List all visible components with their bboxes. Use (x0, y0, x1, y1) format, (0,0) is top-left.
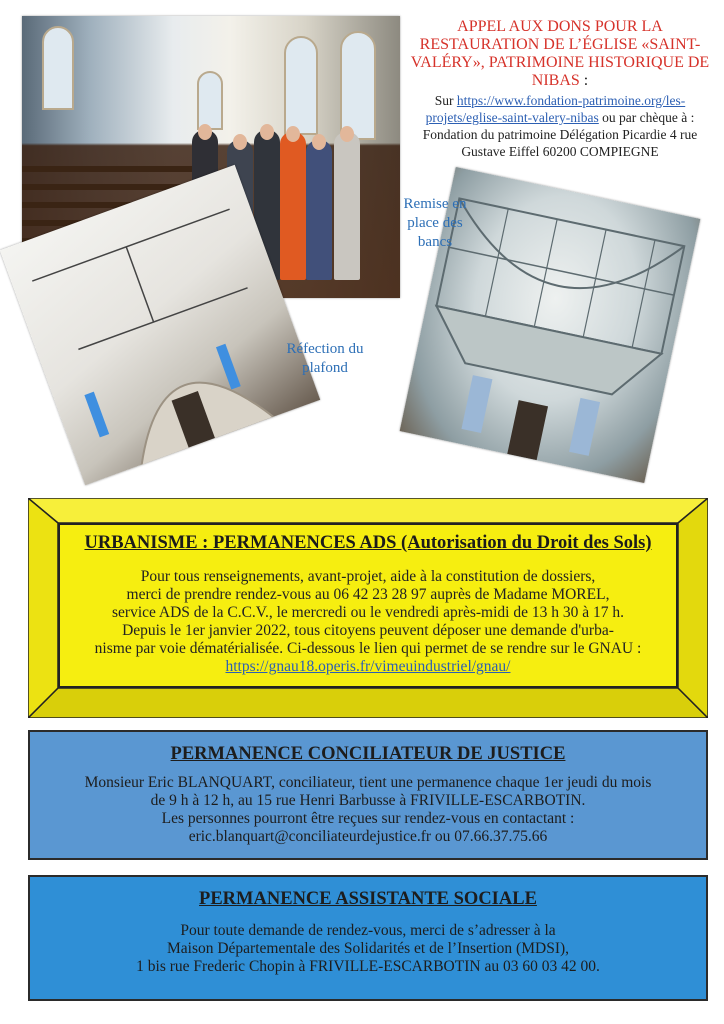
urbanisme-line: merci de prendre rendez-vous au 06 42 23 28 97 auprès de Madame MOREL, (126, 586, 610, 603)
assistante-title: PERMANENCE ASSISTANTE SOCIALE (199, 889, 537, 909)
appeal-body-prefix: Sur (434, 93, 457, 108)
head (340, 126, 354, 142)
assistante-line: Maison Départementale des Solidarités et de l’Insertion (MDSI), (166, 940, 570, 957)
window-center (197, 71, 223, 130)
conciliateur-line: Monsieur Eric BLANQUART, conciliateur, tient une permanence chaque 1er jeudi du mois (84, 774, 652, 791)
caption-ceiling: Réfection du plafond (286, 341, 364, 376)
appeal-title-suffix: : (579, 72, 589, 89)
window-left (42, 26, 74, 110)
urbanisme-box (58, 523, 678, 688)
assistante-body (30, 922, 706, 976)
assistante-line: Pour toute demande de rendez-vous, merci de s’adresser à la (180, 922, 556, 939)
urbanisme-line: Depuis le 1er janvier 2022, tous citoyens peuvent déposer une demande d'urba- (122, 622, 614, 639)
conciliateur-title: PERMANENCE CONCILIATEUR DE JUSTICE (170, 744, 566, 764)
conciliateur-line: de 9 h à 12 h, au 15 rue Henri Barbusse à FRIVILLE-ESCARBOTIN. (150, 792, 586, 809)
conciliateur-box (28, 730, 708, 860)
gnau-link[interactable]: https://gnau18.operis.fr/vimeuindustriel/gnau/ (225, 658, 511, 675)
urbanisme-line: service ADS de la C.C.V., le mercredi ou le vendredi après-midi de 13 h 30 à 17 h. (112, 604, 624, 621)
urbanisme-line: Pour tous renseignements, avant-projet, aide à la constitution de dossiers, (140, 568, 596, 585)
donation-link[interactable]: https://www.fondation-patrimoine.org/les-projets/eglise-saint-valery-nibas (425, 93, 686, 125)
conciliateur-line: eric.blanquart@conciliateurdejustice.fr ou 07.66.37.75.66 (188, 828, 548, 845)
volunteer (306, 140, 332, 280)
urbanisme-frame (28, 498, 708, 718)
window-right-2 (340, 31, 376, 140)
appeal-body-suffix: ou par chèque à : Fondation du patrimoine Délégation Picardie 4 rue Gustave Eiffel 60200 COMPIEGNE (422, 110, 698, 159)
donation-appeal (405, 18, 715, 160)
window-right-1 (284, 36, 318, 135)
urbanisme-body (60, 568, 676, 676)
pew (22, 166, 202, 172)
head (312, 134, 326, 150)
head (233, 134, 247, 150)
volunteer (280, 132, 306, 280)
caption-banks: Remise en place des bancs (403, 196, 467, 250)
conciliateur-body (30, 774, 706, 846)
volunteer (334, 132, 360, 280)
assistante-line: 1 bis rue Frederic Chopin à FRIVILLE-ESCARBOTIN au 03 60 03 42 00. (136, 958, 600, 975)
appeal-title: APPEL AUX DONS POUR LA RESTAURATION DE L’ÉGLISE «SAINT-VALÉRY», PATRIMOINE HISTORIQUE DE NIBAS (410, 18, 710, 89)
urbanisme-line: nisme par voie dématérialisée. Ci-dessous le lien qui permet de se rendre sur le GNAU : (94, 640, 642, 657)
head (286, 126, 300, 142)
head (198, 124, 212, 140)
appeal-body (405, 92, 715, 160)
assistante-box (28, 875, 708, 1001)
urbanisme-title: URBANISME : PERMANENCES ADS (Autorisation du Droit des Sols) (84, 533, 652, 553)
conciliateur-line: Les personnes pourront être reçues sur rendez-vous en contactant : (161, 810, 575, 827)
head (260, 124, 274, 140)
